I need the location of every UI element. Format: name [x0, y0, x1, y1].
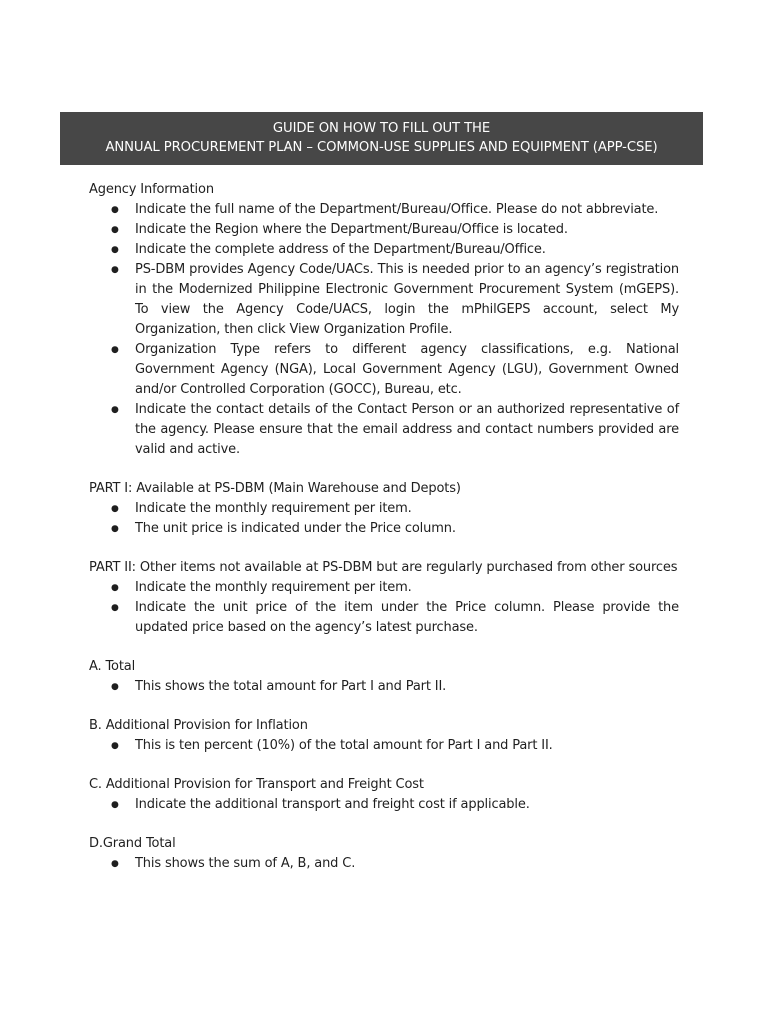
section-heading: C. Additional Provision for Transport and Freight Cost [89, 777, 424, 792]
bullet-list [89, 736, 679, 756]
list-item: ● This shows the total amount for Part I and Part II. [89, 677, 679, 697]
section-total [89, 657, 679, 697]
list-item: ● Indicate the unit price of the item under the Price column. Please provide the updated price based on the agency’s latest purchase. [89, 598, 679, 638]
section-agency-information [89, 180, 679, 460]
bullet-list [89, 677, 679, 697]
guide-content [89, 180, 679, 893]
section-part-2 [89, 558, 679, 638]
list-item: ● Indicate the additional transport and freight cost if applicable. [89, 795, 679, 815]
bullet-list [89, 499, 679, 539]
section-transport [89, 775, 679, 815]
list-item: ● Indicate the full name of the Department/Bureau/Office. Please do not abbreviate. [89, 200, 679, 220]
section-grand-total [89, 834, 679, 874]
section-heading: A. Total [89, 659, 136, 674]
list-item: ● Indicate the contact details of the Contact Person or an authorized representative of the agency. Please ensure that the email address and contact numbers provided are valid and active. [89, 400, 679, 460]
list-item: ● This shows the sum of A, B, and C. [89, 854, 679, 874]
list-item: ● The unit price is indicated under the Price column. [89, 519, 679, 539]
section-heading: D.Grand Total [89, 836, 176, 851]
list-item: ● Organization Type refers to different agency classifications, e.g. National Government Agency (NGA), Local Government Agency (LGU), Government Owned and/or Controlled Corporation (GOCC), Bureau, etc. [89, 340, 679, 400]
list-item: ● Indicate the monthly requirement per item. [89, 499, 679, 519]
list-item: ● Indicate the Region where the Department/Bureau/Office is located. [89, 220, 679, 240]
section-heading: PART I: Available at PS-DBM (Main Warehouse and Depots) [89, 481, 461, 496]
section-inflation [89, 716, 679, 756]
list-item: ● This is ten percent (10%) of the total amount for Part I and Part II. [89, 736, 679, 756]
bullet-list [89, 795, 679, 815]
title-line-2: ANNUAL PROCUREMENT PLAN – COMMON-USE SUPPLIES AND EQUIPMENT (APP-CSE) [105, 140, 658, 155]
title-banner [60, 112, 703, 165]
list-item: ● Indicate the monthly requirement per item. [89, 578, 679, 598]
section-heading: PART II: Other items not available at PS-DBM but are regularly purchased from other sources [89, 560, 678, 575]
list-item: ● PS-DBM provides Agency Code/UACs. This is needed prior to an agency’s registration in the Modernized Philippine Electronic Government Procurement System (mGEPS). To view the Agency Code/UACS, login the mPhilGEPS account, select My Organization, then click View Organization Profile. [89, 260, 679, 340]
title-line-1: GUIDE ON HOW TO FILL OUT THE [272, 121, 491, 136]
section-heading: B. Additional Provision for Inflation [89, 718, 308, 733]
list-item: ● Indicate the complete address of the Department/Bureau/Office. [89, 240, 679, 260]
bullet-list [89, 200, 679, 460]
bullet-list [89, 854, 679, 874]
section-heading: Agency Information [89, 182, 214, 197]
section-part-1 [89, 479, 679, 539]
bullet-list [89, 578, 679, 638]
